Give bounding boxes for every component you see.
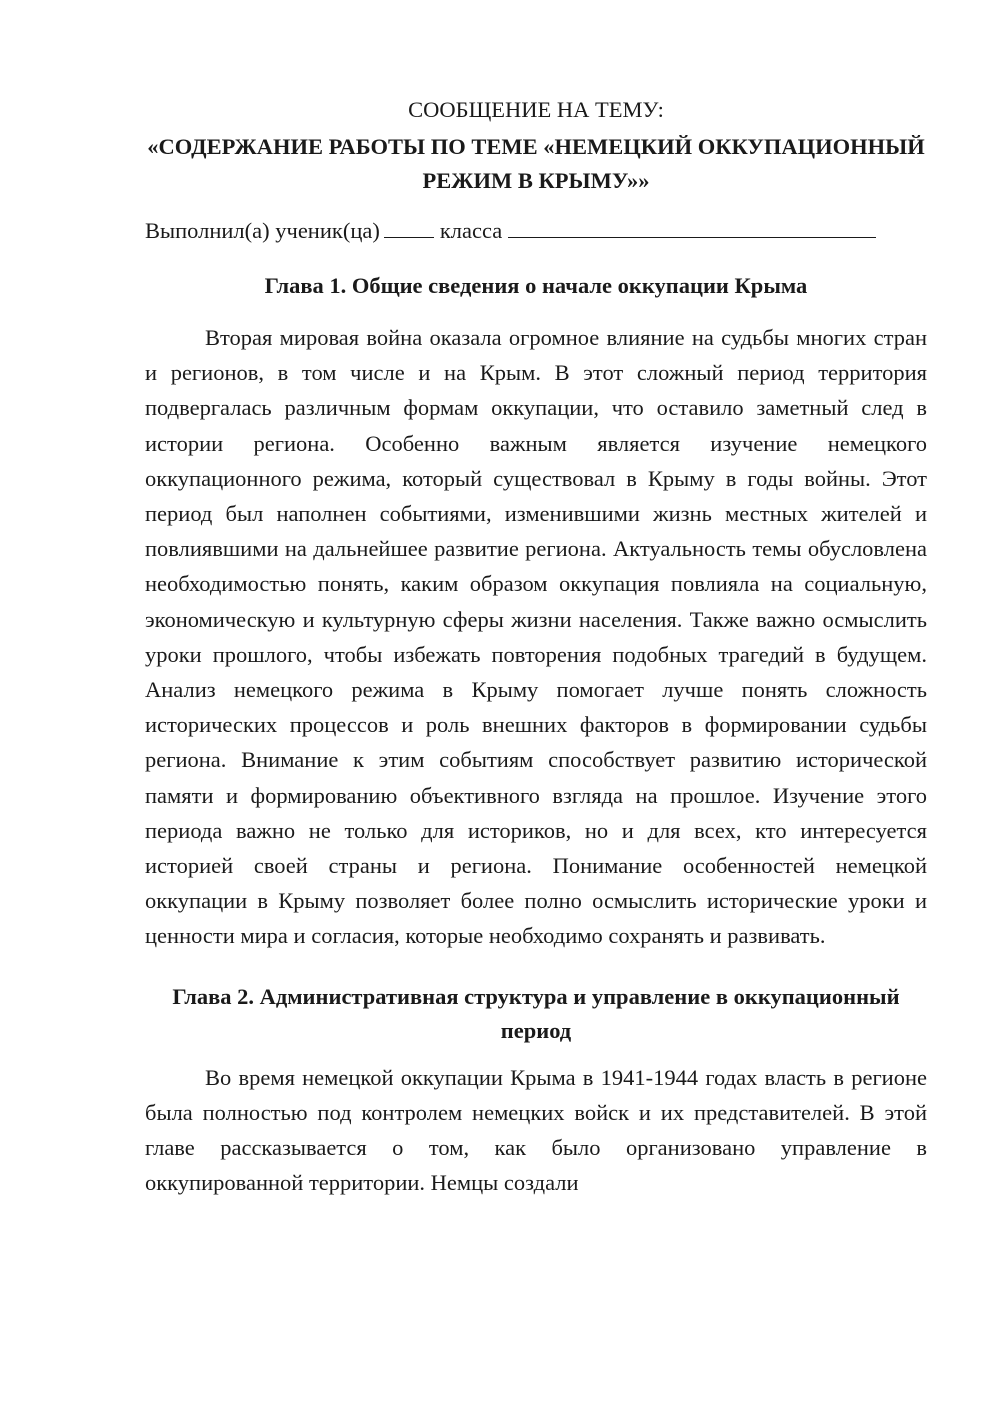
document-title: «СОДЕРЖАНИЕ РАБОТЫ ПО ТЕМЕ «НЕМЕЦКИЙ ОККУПАЦИОННЫЙ РЕЖИМ В КРЫМУ»» (147, 134, 925, 193)
chapter-2-paragraph: Во время немецкой оккупации Крыма в 1941-1944 годах власть в регионе была полностью под контролем немецких войск и их представителей. В этой главе рассказывается о том, как было организовано управление в оккупированной территории. Немцы создали (145, 1064, 927, 1196)
chapter-1-heading: Глава 1. Общие сведения о начале оккупации Крыма (264, 273, 808, 298)
performed-by-label: Выполнил(а) ученик(ца) (145, 218, 380, 243)
student-name-blank (508, 219, 876, 238)
class-label: класса (439, 218, 503, 243)
chapter-2-heading: Глава 2. Административная структура и управление в оккупационный период (172, 983, 900, 1043)
chapter-1-paragraph: Вторая мировая война оказала огромное влияние на судьбы многих стран и регионов, в том числе и на Крым. В этот сложный период территория подвергалась различным формам оккупации, что оставило заметный след в истории региона. Особенно важным является изучение немецкого оккупационного режима, который существовал в Крыму в годы войны. Этот период был наполнен событиями, изменившими жизнь местных жителей и повлиявшими на дальнейшее развитие региона. Актуальность темы обусловлена необходимостью понять, каким образом оккупация повлияла на социальную, экономическую и культурную сферы жизни населения. Также важно осмыслить уроки прошлого, чтобы избежать повторения подобных трагедий в будущем. Анализ немецкого режима в Крыму помогает лучше понять сложность исторических процессов и роль внешних факторов в формировании судьбы региона. Внимание к этим событиям способствует развитию исторической памяти и формированию объективного взгляда на прошлое. Изучение этого периода важно не только для историков, но и для всех, кто интересуется историей своей страны и региона. Понимание особенностей немецкой оккупации в Крыму позволяет более полно осмыслить исторические уроки и ценности мира и согласия, которые необходимо сохранять и развивать. (145, 325, 927, 949)
class-number-blank (384, 219, 434, 238)
document-page (145, 92, 927, 1200)
topic-label: СООБЩЕНИЕ НА ТЕМУ: (408, 97, 664, 122)
author-line (145, 213, 927, 249)
